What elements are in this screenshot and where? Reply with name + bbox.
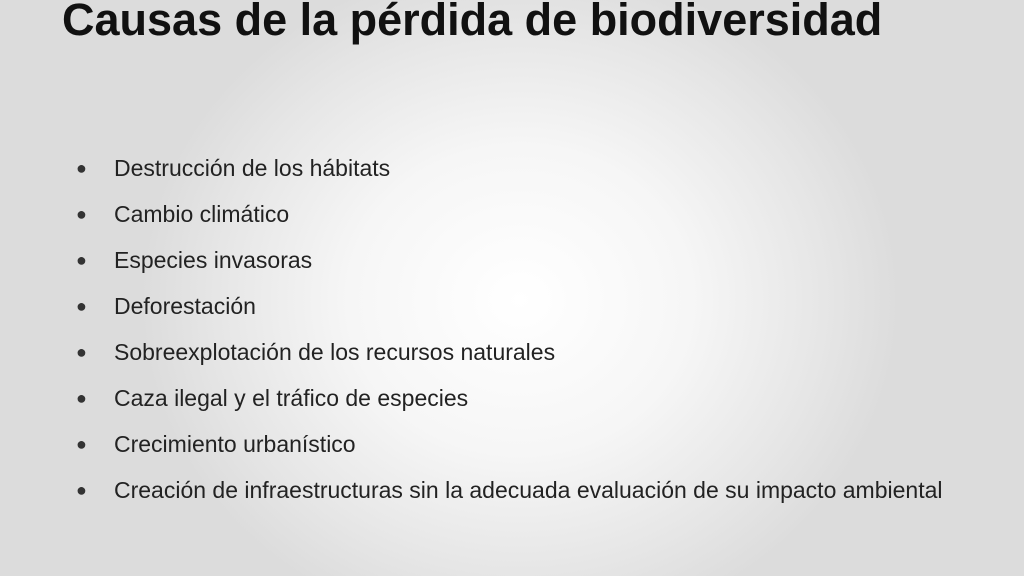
bullet-dot-icon: ● (76, 204, 87, 224)
bullet-dot-icon: ● (76, 434, 87, 454)
bullet-dot-icon: ● (76, 388, 87, 408)
bullet-text: Creación de infraestructuras sin la adecuada evaluación de su impacto ambiental (114, 477, 943, 503)
bullet-text: Crecimiento urbanístico (114, 431, 356, 457)
bullet-text: Cambio climático (114, 201, 290, 227)
bullet-item (72, 191, 972, 237)
bullet-dot-icon: ● (76, 158, 87, 178)
bullet-item (72, 283, 972, 329)
slide-title: Causas de la pérdida de biodiversidad (62, 0, 883, 45)
bullet-item (72, 421, 972, 467)
bullet-item (72, 237, 972, 283)
bullet-text: Sobreexplotación de los recursos naturales (114, 339, 556, 365)
bullet-item (72, 467, 972, 513)
bullet-dot-icon: ● (76, 342, 87, 362)
bullet-text: Destrucción de los hábitats (114, 155, 391, 181)
bullet-item (72, 375, 972, 421)
bullet-dot-icon: ● (76, 296, 87, 316)
bullet-item (72, 145, 972, 191)
bullet-list (72, 145, 972, 513)
bullet-text: Caza ilegal y el tráfico de especies (114, 385, 469, 411)
bullet-dot-icon: ● (76, 480, 87, 500)
bullet-dot-icon: ● (76, 250, 87, 270)
bullet-item (72, 329, 972, 375)
bullet-text: Deforestación (114, 293, 256, 319)
bullet-text: Especies invasoras (114, 247, 313, 273)
